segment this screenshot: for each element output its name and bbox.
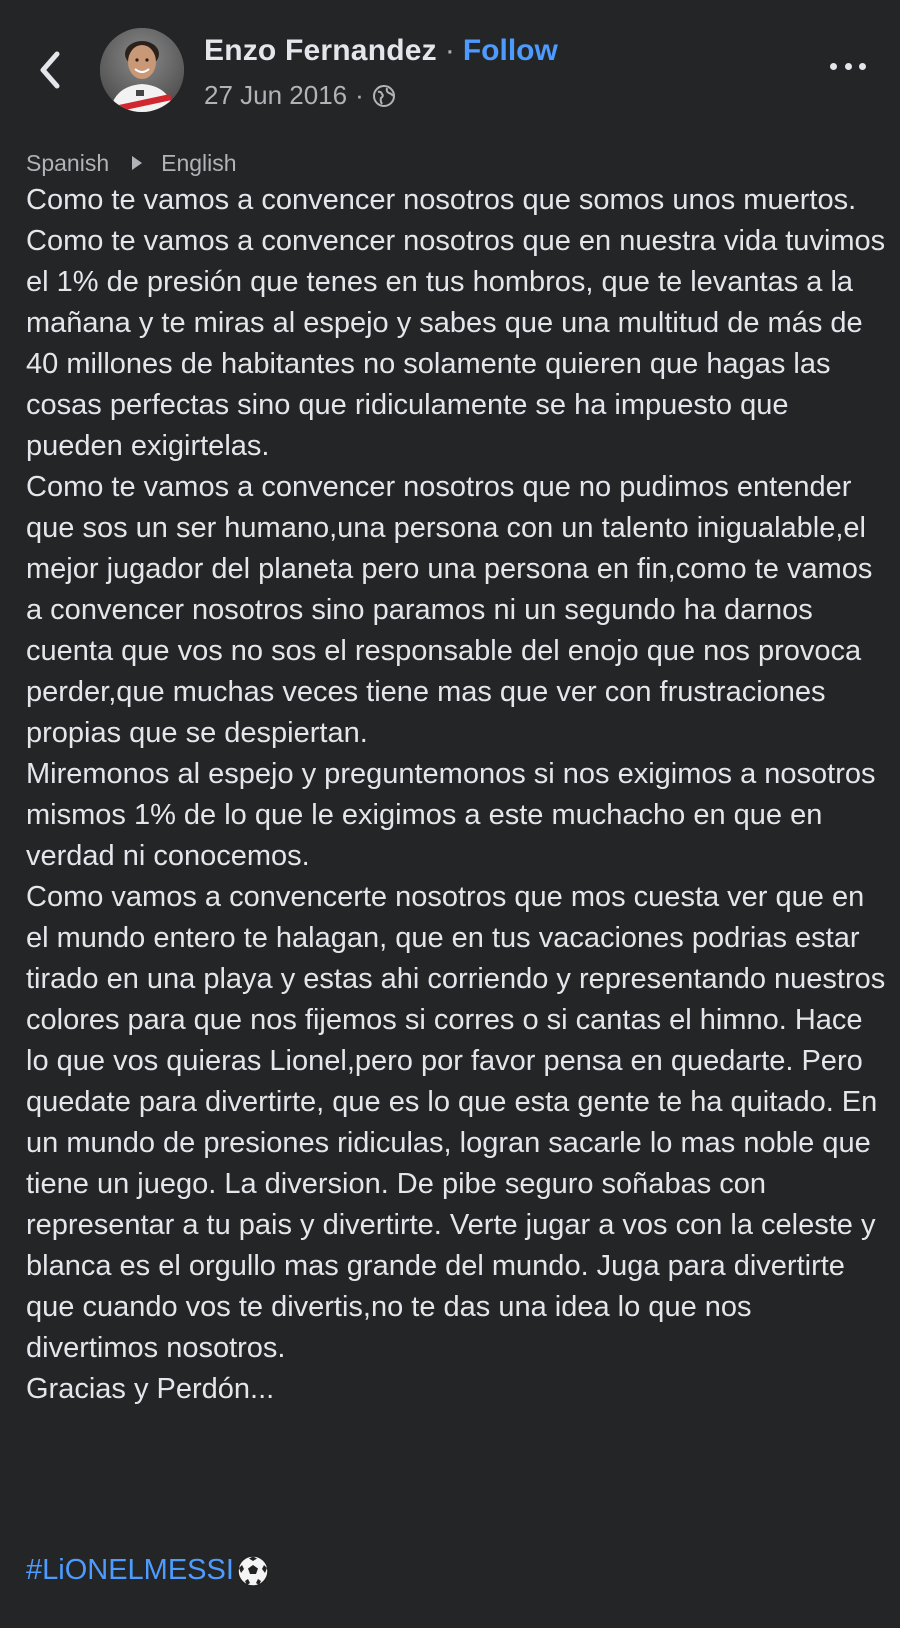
name-separator: · <box>444 34 455 67</box>
author-row <box>204 34 558 68</box>
more-horizontal-icon <box>830 63 837 70</box>
source-language: Spanish <box>26 150 110 176</box>
play-arrow-icon <box>131 150 143 177</box>
target-language: English <box>161 150 237 176</box>
post-body: Como te vamos a convencer nosotros que somos unos muertos. Como te vamos a convencer nosotros que en nuestra vida tuvimos el 1% de presión que tenes en tus hombros, que te levantas a la mañana y te miras al espejo y sabes que una multitud de más de 40 millones de habitantes no solamente quieren que hagas las cosas perfectas sino que ridiculamente se ha impuesto que pueden exigirtelas. Como te vamos a convencer nosotros que no pudimos entender que sos un ser humano,una persona con un talento inigualable,el mejor jugador del planeta pero una persona en fin,como te vamos a convencer nosotros sino paramos ni un segundo ha darnos cuenta que vos no sos el responsable del enojo que nos provoca perder,que muchas veces tiene mas que ver con frustraciones propias que se despiertan. Miremonos al espejo y preguntemonos si nos exigimos a nosotros mismos 1% de lo que le exigimos a este muchacho en que en verdad ni conocemos. Como vamos a convencerte nosotros que mos cuesta ver que en el mundo entero te halagan, que en tus vacaciones podrias estar tirado en una playa y estas ahi corriendo y representando nuestros colores para que nos fijemos si corres o si cantas el himno. Hace lo que vos quieras Lionel,pero por favor pensa en quedarte. Pero quedate para divertirte, que es lo que esta gente te ha quitado. En un mundo de presiones ridiculas, logran sacarle lo mas noble que tiene un juego. La diversion. De pibe seguro soñabas con representar a tu pais y divertirte. Verte jugar a vos con la celeste y blanca es el orgullo mas grande del mundo. Juga para divertirte que cuando vos te divertis,no te das una idea lo que nos divertimos nosotros. Gracias y Perdón... <box>26 184 886 1405</box>
post-header <box>0 0 900 140</box>
soccer-ball-icon <box>236 1554 270 1588</box>
follow-button[interactable]: Follow <box>462 34 558 67</box>
hashtag-link[interactable]: #LiONELMESSI <box>26 1554 234 1586</box>
more-options-button[interactable] <box>830 56 866 76</box>
chevron-left-icon <box>37 50 63 90</box>
post-date[interactable]: 27 Jun 2016 <box>204 80 348 110</box>
globe-icon <box>372 84 396 108</box>
avatar-image <box>100 28 184 112</box>
post-meta <box>204 80 396 111</box>
author-name[interactable]: Enzo Fernandez <box>204 34 437 67</box>
translation-bar[interactable] <box>26 150 237 177</box>
avatar[interactable] <box>100 28 184 112</box>
hashtag-row <box>26 1550 270 1591</box>
meta-separator: · <box>355 80 364 110</box>
back-button[interactable] <box>30 44 70 96</box>
